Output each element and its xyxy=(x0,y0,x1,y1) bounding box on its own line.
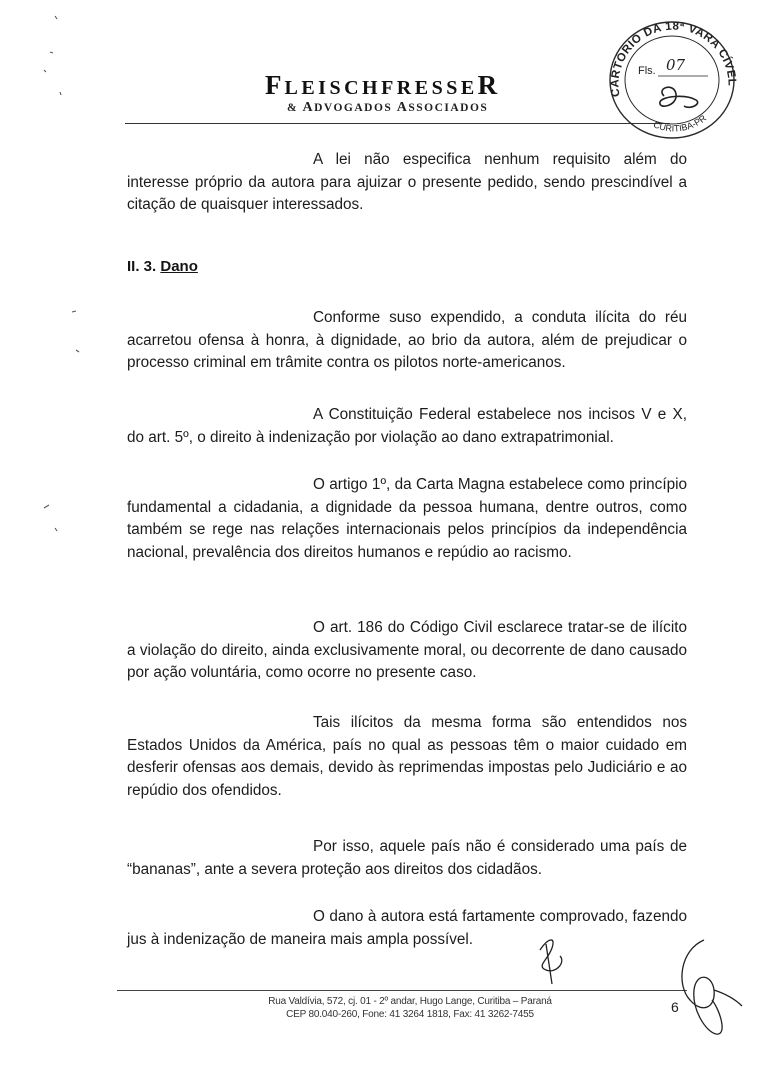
section-number: II. 3. xyxy=(127,258,161,275)
page-number: 6 xyxy=(671,999,679,1015)
paragraph-text: O art. 186 do Código Civil esclarece tratar-se de ilícito a violação do direito, ainda exclusivamente moral, ou decorrente de dano causado por ação voluntária, como ocorre no presente caso. xyxy=(127,619,687,681)
paragraph-requisitos xyxy=(127,149,687,217)
header-divider xyxy=(125,123,670,124)
paragraph-codigo-civil xyxy=(127,617,687,685)
stamp-bottom-text: CURITIBA-PR xyxy=(652,112,709,134)
stamp-ring-text: CARTÓRIO DA 18ª VARA CÍVEL xyxy=(609,20,738,98)
margin-rubric xyxy=(682,940,742,1034)
subtitle-initial-a: A xyxy=(302,100,315,115)
firm-name xyxy=(265,70,500,101)
paragraph-bananas xyxy=(127,836,687,881)
stamp-signature xyxy=(660,87,698,107)
paragraph-text: O dano à autora está fartamente comprovado, fazendo jus à indenização de maneira mais ampla possível. xyxy=(127,908,687,948)
stamp-fls-value: 07 xyxy=(666,56,686,74)
firm-subtitle xyxy=(287,100,488,116)
paragraph-text: Conforme suso expendido, a conduta ilícita do réu acarretou ofensa à honra, à dignidade, ao brio da autora, além de prejudicar o processo criminal em trâmite contra os pilotos norte-americanos. xyxy=(127,309,687,371)
subtitle-associados: SSOCIADOS xyxy=(408,102,489,114)
section-title: Dano xyxy=(160,258,198,275)
paragraph-text: A lei não especifica nenhum requisito além do interesse próprio da autora para ajuizar o presente pedido, sendo prescindível a citação de quaisquer interessados. xyxy=(127,151,687,213)
footer-divider xyxy=(117,990,687,991)
section-heading xyxy=(127,258,198,275)
paragraph-text: A Constituição Federal estabelece nos incisos V e X, do art. 5º, o direito à indenização por violação ao dano extrapatrimonial. xyxy=(127,406,687,446)
svg-text:CURITIBA-PR xyxy=(652,113,709,134)
paragraph-text: O artigo 1º, da Carta Magna estabelece como princípio fundamental a cidadania, a dignidade da pessoa humana, dentre outros, como também se rege nas relações internacionais pelos princípios da independência nacional, prevalência dos direitos humanos e repúdio ao racismo. xyxy=(127,476,687,561)
subtitle-advogados: DVOGADOS xyxy=(314,102,397,114)
paragraph-constituicao xyxy=(127,404,687,449)
firm-name-initial: F xyxy=(265,70,285,100)
subtitle-amp: & xyxy=(287,102,303,114)
court-stamp xyxy=(600,12,740,142)
stamp-fls-label: Fls. xyxy=(638,65,656,77)
paragraph-text: Por isso, aquele país não é considerado uma país de “bananas”, ante a severa proteção aos direitos dos cidadãos. xyxy=(127,838,687,878)
footer-contact: CEP 80.040-260, Fone: 41 3264 1818, Fax: 41 3262-7455 xyxy=(286,1009,534,1020)
scan-specks xyxy=(44,16,79,531)
paragraph-estados-unidos xyxy=(127,712,687,802)
paragraph-dano-comprovado xyxy=(127,906,687,951)
firm-name-final: R xyxy=(477,70,501,100)
paragraph-conduta xyxy=(127,307,687,375)
firm-name-middle: LEISCHFRESSE xyxy=(284,77,478,99)
subtitle-initial-a2: A xyxy=(396,100,409,115)
paragraph-carta-magna xyxy=(127,474,687,564)
paragraph-text: Tais ilícitos da mesma forma são entendidos nos Estados Unidos da América, país no qual as pessoas têm o maior cuidado em desferir ofensas aos demais, devido às reprimendas impostas pelo Judiciário e ao repúdio dos ofendidos. xyxy=(127,714,687,799)
footer-address: Rua Valdívia, 572, cj. 01 - 2º andar, Hugo Lange, Curitiba – Paraná xyxy=(268,996,552,1007)
